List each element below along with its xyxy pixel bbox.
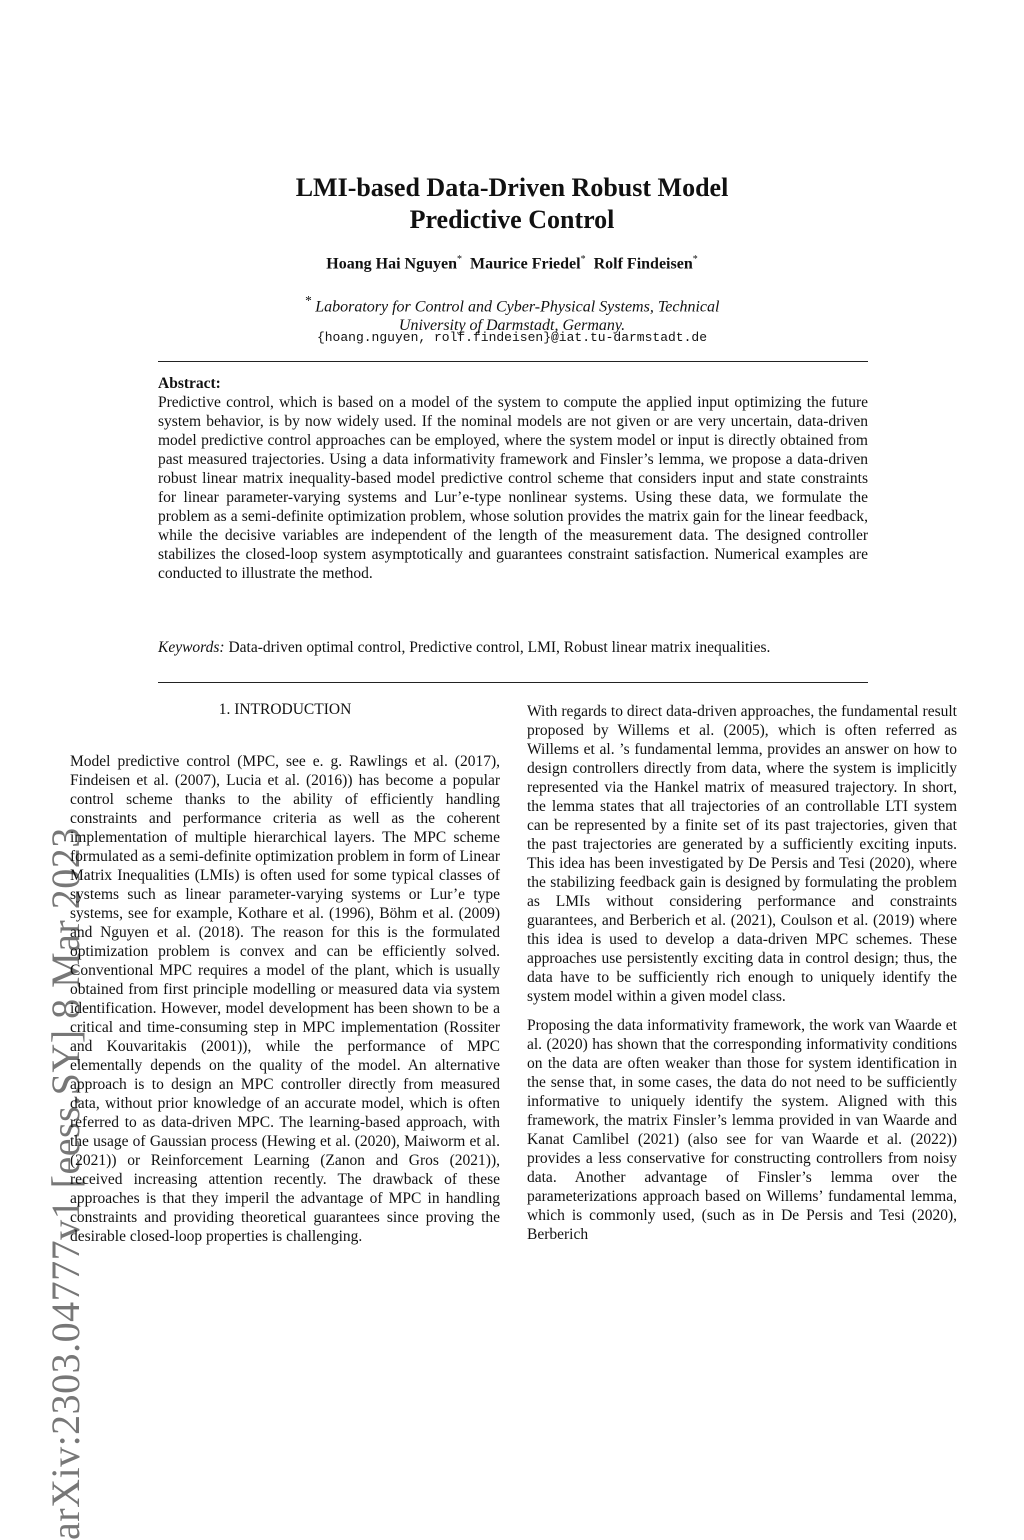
author-name: Maurice Friedel <box>469 255 581 273</box>
title-line-1: LMI-based Data-Driven Robust Model <box>295 173 729 202</box>
divider <box>158 361 868 362</box>
keywords-text: Data-driven optimal control, Predictive control, LMI, Robust linear matrix inequalities. <box>228 639 771 656</box>
abstract-text: Predictive control, which is based on a model of the system to compute the applied input optimizing the future system behavior, is by now widely used. If the nominal models are not given or are very uncertain, data-driven model predictive control approaches can be employed, where the system model or input is directly obtained from past measured trajectories. Using a data informativity framework and Finsler’s lemma, we propose a data-driven robust linear matrix inequality-based model predictive control scheme that considers input and state constraints for linear parameter-varying systems and Lur’e-type nonlinear systems. Using these data, we formulate the problem as a semi-definite optimization problem, whose solution provides the matrix gain for the linear feedback, while the decisive variables are independent of the length of the measurement data. The designed controller stabilizes the closed-loop system asymptotically and guarantees constraint satisfaction. Numerical examples are conducted to illustrate the method. <box>158 394 868 582</box>
author-mark: * <box>692 254 698 265</box>
abstract-heading: Abstract: <box>158 375 221 392</box>
affiliation-mark: * <box>304 293 312 308</box>
author-name: Rolf Findeisen <box>593 255 693 273</box>
author-mark: * <box>456 254 462 265</box>
affiliation <box>0 291 1024 335</box>
affiliation-line-2: University of Darmstadt, Germany. <box>398 317 626 335</box>
arxiv-sidebar <box>14 440 88 1540</box>
paper-title <box>0 172 1024 236</box>
author-mark: * <box>580 254 586 265</box>
left-column <box>70 700 500 1256</box>
affiliation-line-1: Laboratory for Control and Cyber-Physical Systems, Technical <box>315 298 720 316</box>
author-list <box>0 254 1024 273</box>
author-emails: {hoang.nguyen, rolf.findeisen}@iat.tu-darmstadt.de <box>316 330 708 345</box>
section-heading: 1. INTRODUCTION <box>218 701 352 718</box>
keywords-label: Keywords: <box>158 639 225 656</box>
arxiv-identifier: arXiv:2303.04777v1 [eess.SY] 8 Mar 2023 <box>43 827 88 1540</box>
body-paragraph: With regards to direct data-driven approaches, the fundamental result proposed by Willems et al. (2005), which is often referred as Willems et al. ’s fundamental lemma, provides an answer on how to design controllers directly from data, where the system is implicitly represented via the Hankel matrix of measured trajectory. In short, the lemma states that all trajectories of an controllable LTI system can be represented by a finite set of its past trajectories, given that the past trajectories are generated by a sufficiently exciting inputs. This idea has been investigated by De Persis and Tesi (2020), where the stabilizing feedback gain is designed by formulating the problem as LMIs without considering performance and constraints guarantees, and Berberich et al. (2021), Coulson et al. (2019) where this idea is used to develop a data-driven MPC schemes. These approaches use persistently exciting data in control design; thus, the data have to be sufficiently rich enough to uniquely identify the system model within a given model class. <box>527 703 957 1005</box>
divider <box>158 682 868 683</box>
body-paragraph: Proposing the data informativity framework, the work van Waarde et al. (2020) has shown that the corresponding informativity conditions on the data are often weaker than those for system identification in the sense that, in some cases, the data do not need to be sufficiently informative to uniquely identify the system. Aligned with this framework, the matrix Finsler’s lemma provided in van Waarde and Kanat Camlibel (2021) (also see for van Waarde et al. (2022)) provides a less conservative for constructing controllers from noisy data. Another advantage of Finsler’s lemma over the parameterizations approach based on Willems’ fundamental lemma, which is commonly used, (such as in De Persis and Tesi (2020), Berberich <box>527 1017 957 1243</box>
title-line-2: Predictive Control <box>409 205 615 234</box>
author-name: Hoang Hai Nguyen <box>326 255 457 273</box>
keywords <box>158 638 868 657</box>
body-paragraph: Model predictive control (MPC, see e. g. Rawlings et al. (2017), Findeisen et al. (2007), Lucia et al. (2016)) has become a popular control scheme thanks to the ability of efficiently handling constraints and performance criteria as well as the coherent implementation of multiple hierarchical layers. The MPC scheme formulated as a semi-definite optimization problem in form of Linear Matrix Inequalities (LMIs) is often used for some typical classes of systems such as linear parameter-varying systems or Lur’e type systems, see for example, Kothare et al. (1996), Böhm et al. (2009) and Nguyen et al. (2018). The reason for this is the formulated optimization problem is convex and can be efficiently solved. Conventional MPC requires a model of the plant, which is usually obtained from first principle modelling or measured data via system identification. However, model development has been shown to be a critical and time-consuming step in MPC implementation (Rossiter and Kouvaritakis (2001)), while the performance of MPC elementally depends on the quality of the model. An alternative approach is to design an MPC controller directly from measured data, without prior knowledge of an accurate model, which is often referred to as data-driven MPC. The learning-based approach, with the usage of Gaussian process (Hewing et al. (2020), Maiworm et al. (2021)) or Reinforcement Learning (Zanon and Gros (2021)), received increasing attention recently. The drawback of these approaches is that they imperil the advantage of MPC in handling constraints and providing theoretical guarantees since proving the desirable closed-loop properties is challenging. <box>70 753 500 1245</box>
abstract <box>158 374 868 583</box>
right-column <box>527 702 957 1254</box>
